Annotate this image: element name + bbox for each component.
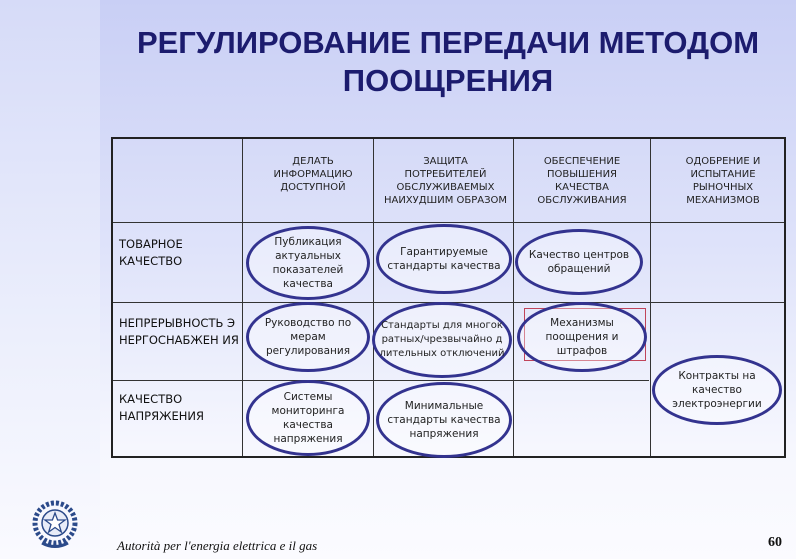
- measure-ellipse: Гарантируемые стандарты качества: [376, 224, 512, 294]
- measure-ellipse: Публикация актуальных показателей качества: [246, 226, 370, 300]
- left-strip: [0, 0, 100, 559]
- row-header: ТОВАРНОЕ КАЧЕСТВО: [119, 237, 183, 268]
- divider: [373, 139, 374, 456]
- row-header: КАЧЕСТВО НАПРЯЖЕНИЯ: [119, 392, 204, 423]
- measure-ellipse: Контракты на качество электроэнергии: [652, 355, 782, 425]
- column-header: ОБЕСПЕЧЕНИЕ ПОВЫШЕНИЯ КАЧЕСТВА ОБСЛУЖИВАНИЯ: [537, 155, 627, 206]
- divider: [113, 380, 649, 381]
- divider: [650, 139, 651, 456]
- column-header: ЗАЩИТА ПОТРЕБИТЕЛЕЙ ОБСЛУЖИВАЕМЫХ НАИХУДШИМ ОБРАЗОМ: [383, 155, 508, 206]
- measure-ellipse: Руководство по мерам регулирования: [246, 302, 370, 372]
- column-header: ДЕЛАТЬ ИНФОРМАЦИЮ ДОСТУПНОЙ: [273, 155, 353, 193]
- italian-republic-emblem: [30, 498, 80, 554]
- column-header: ОДОБРЕНИЕ И ИСПЫТАНИЕ РЫНОЧНЫХ МЕХАНИЗМОВ: [685, 155, 761, 206]
- divider: [513, 139, 514, 456]
- divider: [242, 139, 243, 456]
- measure-ellipse: Механизмы поощрения и штрафов: [517, 302, 647, 372]
- measure-ellipse: Системы мониторинга качества напряжения: [246, 380, 370, 456]
- divider: [113, 222, 784, 223]
- footer-organization: Autorità per l'energia elettrica e il gas: [117, 538, 318, 553]
- page-number: 60: [768, 535, 782, 550]
- slide-title: РЕГУЛИРОВАНИЕ ПЕРЕДАЧИ МЕТОДОМ ПООЩРЕНИЯ: [136, 25, 760, 98]
- measure-ellipse: Стандарты для многократных/чрезвычайно длительных отключений: [372, 302, 512, 378]
- measure-ellipse: Качество центров обращений: [515, 229, 643, 295]
- row-header: НЕПРЕРЫВНОСТЬ ЭНЕРГОСНАБЖЕН ИЯ: [119, 316, 239, 347]
- measure-ellipse: Минимальные стандарты качества напряжения: [376, 382, 512, 458]
